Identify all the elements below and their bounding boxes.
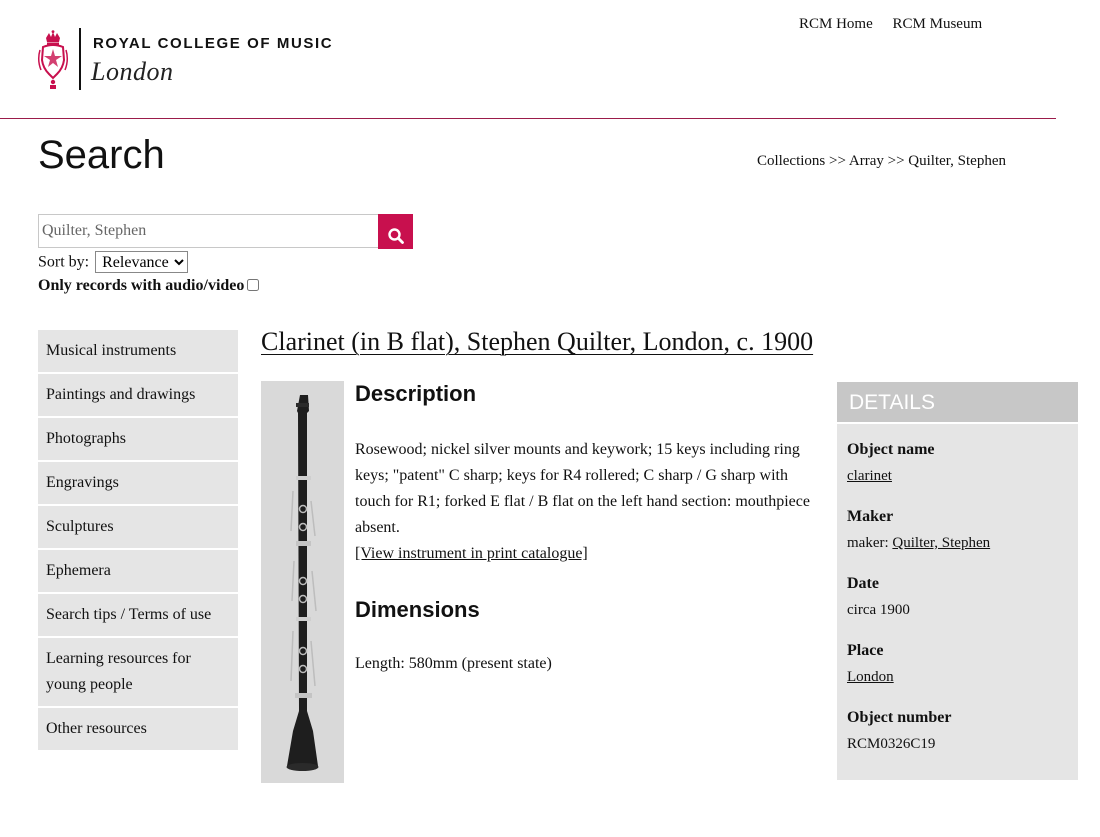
breadcrumb-item-array[interactable]: Array bbox=[848, 153, 884, 169]
av-filter-label: Only records with audio/video bbox=[38, 277, 245, 294]
place-label: Place bbox=[847, 642, 884, 659]
breadcrumb bbox=[757, 153, 1006, 170]
description-section bbox=[355, 381, 825, 677]
breadcrumb-separator: >> bbox=[887, 153, 905, 169]
result-title-link[interactable]: Clarinet (in B flat), Stephen Quilter, London, c. 1900 bbox=[261, 327, 814, 356]
description-body: Rosewood; nickel silver mounts and keywork; 15 keys including ring keys; "patent" C sharp; keys for R4 rollered; C sharp / G sharp with touch for R1; forked E flat / B flat on the left hand section: mouthpiece absent. bbox=[355, 441, 810, 536]
sidebar-item-photographs[interactable]: Photographs bbox=[38, 418, 238, 460]
search-button[interactable] bbox=[378, 214, 413, 249]
sort-select[interactable] bbox=[95, 251, 188, 273]
site-header bbox=[0, 0, 1056, 119]
object-name-link[interactable]: clarinet bbox=[847, 468, 892, 484]
top-nav bbox=[799, 16, 998, 33]
sidebar-item-engravings[interactable]: Engravings bbox=[38, 462, 238, 504]
logo-city[interactable]: London bbox=[91, 57, 174, 86]
nav-link-rcm-museum[interactable]: RCM Museum bbox=[892, 16, 983, 32]
date-value: circa 1900 bbox=[847, 602, 910, 618]
clarinet-image[interactable] bbox=[261, 381, 344, 783]
maker-link[interactable]: Quilter, Stephen bbox=[892, 535, 991, 551]
sort-label: Sort by: bbox=[38, 253, 90, 271]
av-filter-checkbox[interactable] bbox=[247, 279, 259, 291]
sidebar-item-musical-instruments[interactable]: Musical instruments bbox=[38, 330, 238, 372]
sidebar-item-other-resources[interactable]: Other resources bbox=[38, 708, 238, 750]
sidebar-item-learning-resources[interactable]: Learning resources for young people bbox=[38, 638, 238, 706]
description-heading: Description bbox=[355, 381, 477, 406]
sidebar bbox=[38, 330, 238, 752]
page-title: Search bbox=[38, 133, 165, 177]
sidebar-item-search-tips[interactable]: Search tips / Terms of use bbox=[38, 594, 238, 636]
logo-divider bbox=[79, 28, 81, 90]
av-filter-row bbox=[38, 277, 259, 295]
object-number-value: RCM0326C19 bbox=[847, 736, 936, 752]
description-text bbox=[355, 437, 825, 567]
object-name-label: Object name bbox=[847, 441, 935, 458]
details-header: DETAILS bbox=[837, 382, 1078, 424]
object-number-label: Object number bbox=[847, 709, 952, 726]
logo-wordmark[interactable]: ROYAL COLLEGE OF MUSIC bbox=[93, 35, 334, 52]
breadcrumb-item-current: Quilter, Stephen bbox=[908, 153, 1006, 169]
place-link[interactable]: London bbox=[847, 669, 894, 685]
sidebar-item-paintings-and-drawings[interactable]: Paintings and drawings bbox=[38, 374, 238, 416]
details-body bbox=[837, 424, 1078, 757]
sidebar-item-ephemera[interactable]: Ephemera bbox=[38, 550, 238, 592]
breadcrumb-item-collections[interactable]: Collections bbox=[756, 153, 826, 169]
print-catalogue-link[interactable]: [View instrument in print catalogue] bbox=[355, 545, 588, 562]
dimensions-heading: Dimensions bbox=[355, 597, 480, 622]
maker-label: Maker bbox=[847, 508, 894, 525]
search-icon bbox=[387, 227, 405, 245]
search-input[interactable] bbox=[38, 214, 379, 248]
maker-prefix: maker: bbox=[847, 535, 889, 551]
sidebar-item-sculptures[interactable]: Sculptures bbox=[38, 506, 238, 548]
nav-link-rcm-home[interactable]: RCM Home bbox=[799, 16, 873, 32]
rcm-crest-logo[interactable] bbox=[37, 30, 69, 90]
details-panel bbox=[837, 382, 1078, 780]
sort-row bbox=[38, 251, 188, 273]
dimensions-text: Length: 580mm (present state) bbox=[355, 655, 552, 672]
date-label: Date bbox=[847, 575, 879, 592]
breadcrumb-separator: >> bbox=[829, 153, 846, 169]
